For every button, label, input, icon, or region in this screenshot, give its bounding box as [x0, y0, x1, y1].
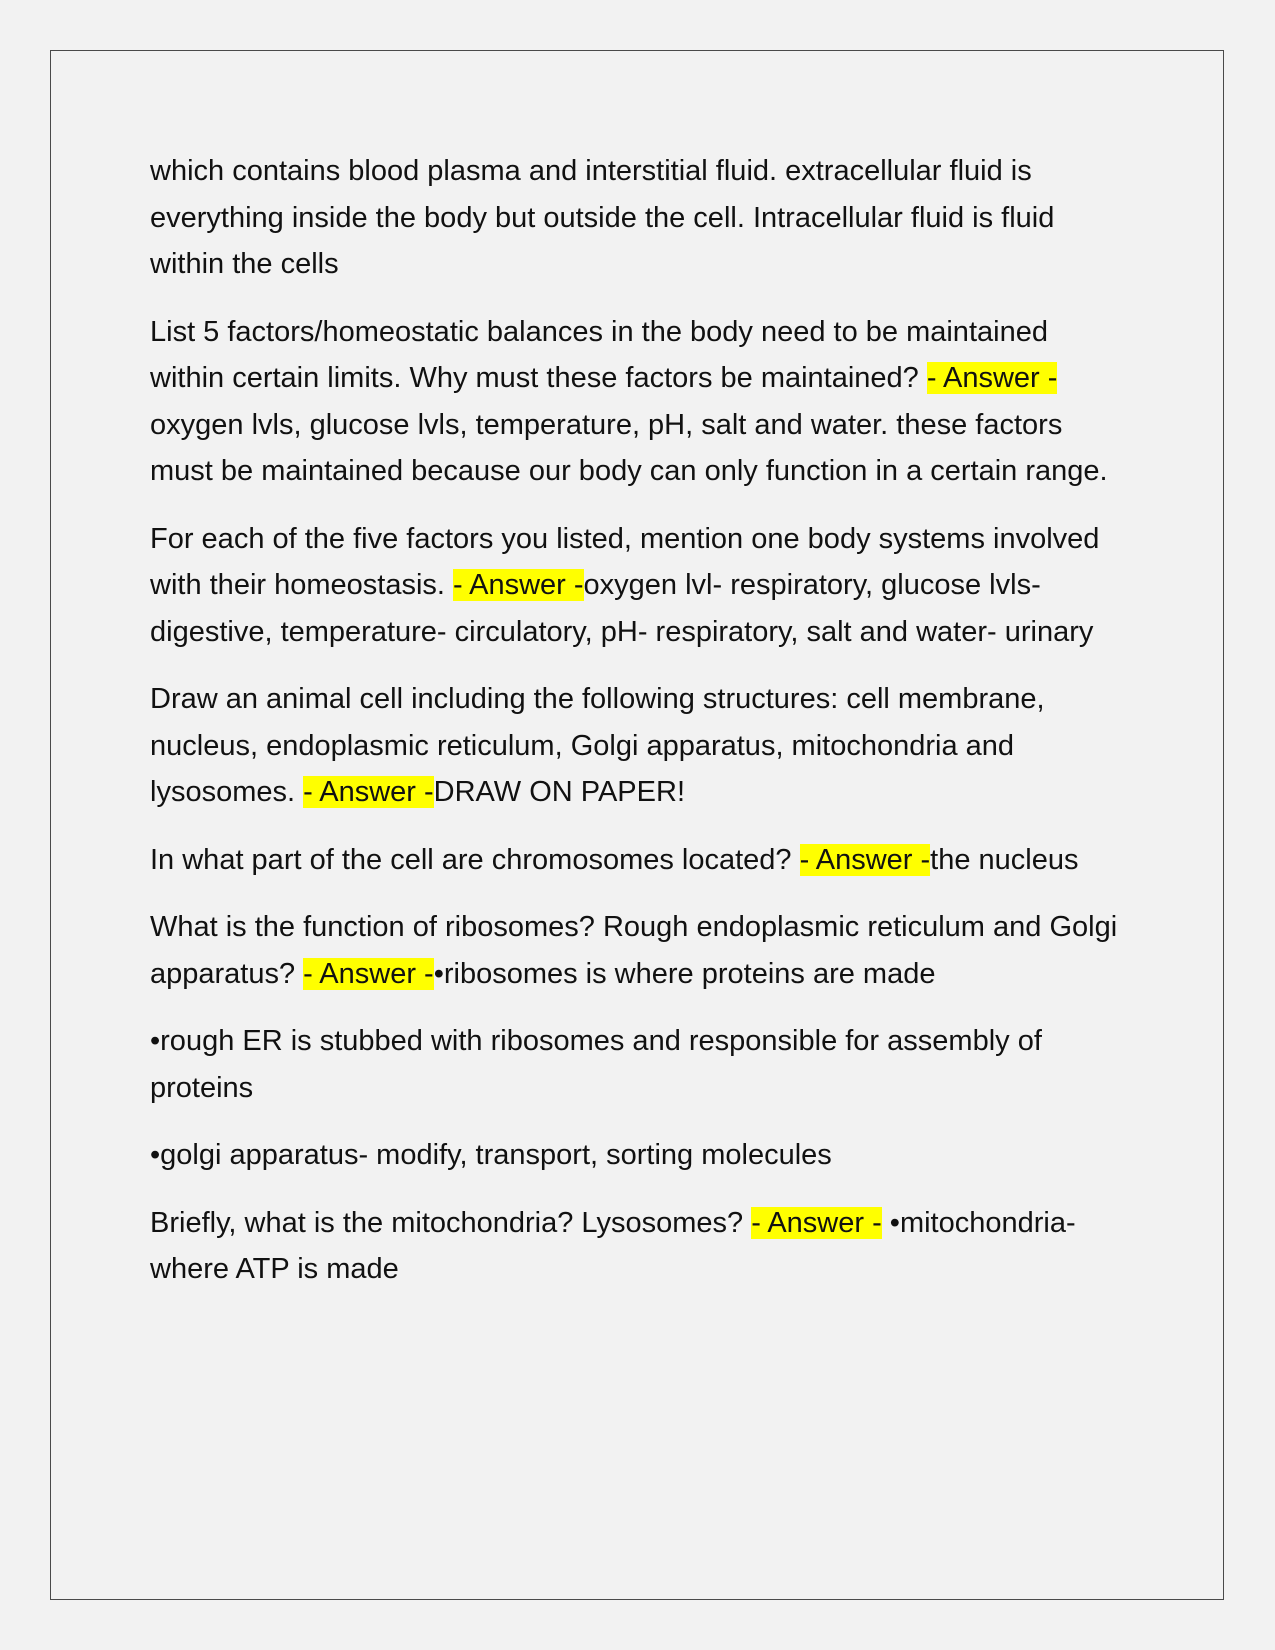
- question-text: In what part of the cell are chromosomes located?: [150, 843, 800, 876]
- answer-text: oxygen lvls, glucose lvls, temperature, pH, salt and water. these factors must be maintained because our body can only function in a certain range.: [150, 408, 1108, 487]
- answer-text: DRAW ON PAPER!: [433, 776, 685, 808]
- answer-highlight: - Answer -: [303, 776, 434, 808]
- answer-text: •mitochondria- where ATP is made: [150, 1206, 1076, 1285]
- bullet-text: •golgi apparatus- modify, transport, sorting molecules: [150, 1139, 832, 1171]
- question-text: What is the function of ribosomes? Rough endoplasmic reticulum and Golgi apparatus?: [150, 911, 1118, 990]
- answer-highlight: - Answer -: [453, 569, 584, 601]
- answer-highlight: - Answer -: [926, 362, 1058, 394]
- document-body: [150, 148, 1130, 1314]
- answer-highlight: - Answer -: [751, 1206, 882, 1239]
- answer-highlight: - Answer -: [799, 843, 931, 876]
- paragraph-4: [150, 676, 1130, 816]
- question-text: Draw an animal cell including the following structures: cell membrane, nucleus, endoplasmic reticulum, Golgi apparatus, mitochondria and lysosomes.: [150, 683, 1045, 808]
- paragraph-3: [150, 516, 1130, 656]
- bullet-text: •rough ER is stubbed with ribosomes and responsible for assembly of proteins: [150, 1025, 1042, 1104]
- question-text: Briefly, what is the mitochondria? Lysosomes?: [150, 1206, 752, 1239]
- paragraph-text: which contains blood plasma and interstitial fluid. extracellular fluid is everything inside the body but outside the cell. Intracellular fluid is fluid within the cells: [150, 155, 1055, 280]
- answer-text: oxygen lvl- respiratory, glucose lvls- digestive, temperature- circulatory, pH- respiratory, salt and water- urinary: [150, 569, 1094, 648]
- question-text: List 5 factors/homeostatic balances in the body need to be maintained within certain limits. Why must these factors be maintained?: [150, 315, 1048, 394]
- answer-text: •ribosomes is where proteins are made: [433, 957, 936, 990]
- question-text: For each of the five factors you listed, mention one body systems involved with their homeostasis.: [150, 522, 1100, 601]
- paragraph-6: [150, 904, 1130, 997]
- answer-highlight: - Answer -: [303, 957, 434, 990]
- paragraph-5: [150, 837, 1130, 884]
- paragraph-1: [150, 148, 1130, 288]
- paragraph-2: [150, 309, 1130, 495]
- paragraph-9: [150, 1200, 1130, 1293]
- answer-text: the nucleus: [930, 843, 1079, 876]
- paragraph-8: [150, 1132, 1130, 1179]
- paragraph-7: [150, 1018, 1130, 1111]
